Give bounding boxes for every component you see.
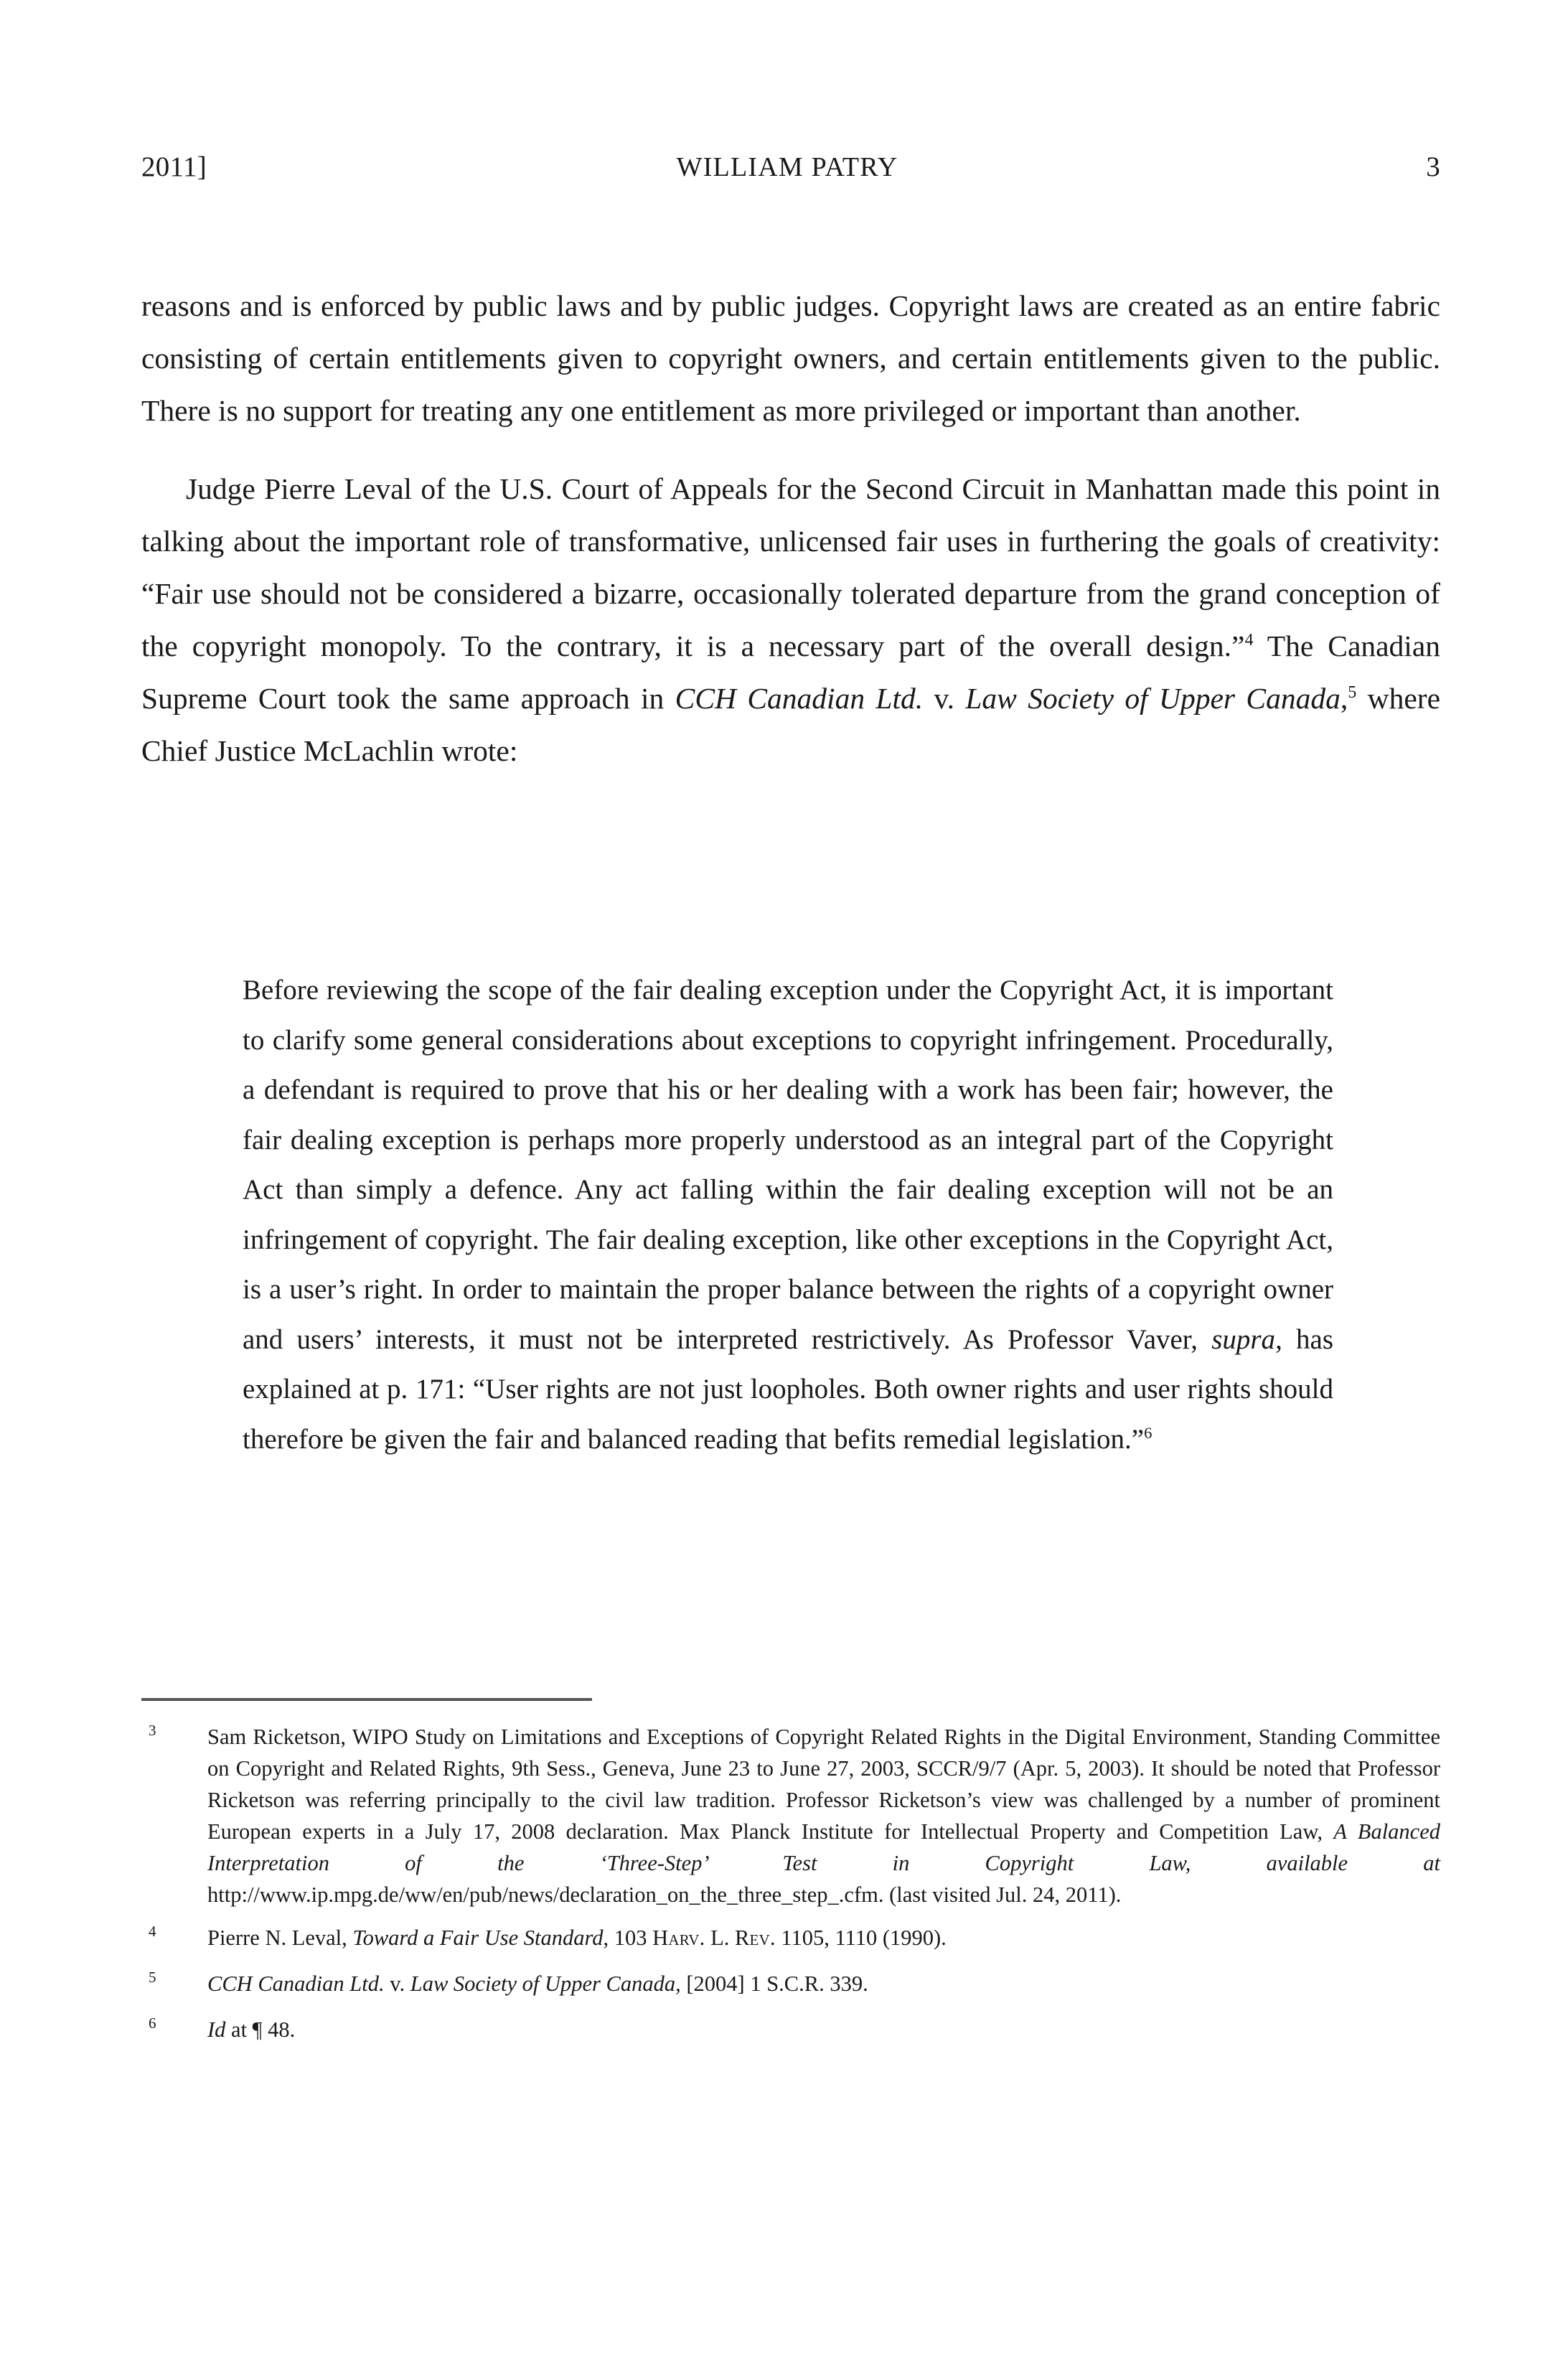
case-name-cch: CCH Canadian Ltd. (675, 682, 924, 715)
paragraph-1 (141, 280, 1440, 437)
footnote-ref-6[interactable]: 6 (1144, 1423, 1152, 1442)
footnote-6-pin-cite: at ¶ 48. (225, 2017, 296, 2042)
footnote-4-pages: 1105, 1110 (1990). (775, 1926, 947, 1950)
footnote-4-journal-l: L. (705, 1926, 735, 1950)
paragraph-2 (141, 463, 1440, 777)
footnote-5-citation: [2004] 1 S.C.R. 339. (680, 1971, 868, 1996)
paragraph-1-text: reasons and is enforced by public laws and by public judges. Copyright laws are created as an entire fabric consisting of certain entitlements given to copyright owners, and certain entitlements given to the public. There is no support for treating any one entitlement as more privileged or important than another. (141, 289, 1440, 427)
footnote-3-italic-available-at: available at (1191, 1851, 1440, 1875)
footnote-6 (141, 2014, 1440, 2045)
footnote-4-journal-rev: Rev. (734, 1926, 776, 1950)
footnote-ref-5[interactable]: 5 (1348, 683, 1357, 703)
case-separator-v: v. (923, 682, 966, 715)
supra-italic: supra (1211, 1323, 1276, 1355)
running-header (141, 151, 1440, 183)
paragraph-2-text-part-3: where Chief Justice McLachlin wrote: (141, 682, 1440, 767)
blockquote-paragraph (243, 965, 1333, 1464)
page-number: 3 (1426, 151, 1440, 182)
case-comma: , (1340, 682, 1348, 715)
paragraph-2-text-part-1: Judge Pierre Leval of the U.S. Court of Appeals for the Second Circuit in Manhattan made this point in talking about the important role of transformative, unlicensed fair uses in furthering the goals of creativity: “Fair use should not be considered a bizarre, occasionally tolerated departure from the grand conception of the copyright monopoly. To the contrary, it is a necessary part of the overall design.” (141, 472, 1440, 662)
footnote-6-id: Id (207, 2017, 226, 2042)
footnote-4-number: 4 (149, 1923, 156, 1940)
header-year: 2011] (141, 151, 207, 182)
footnote-4 (141, 1922, 1440, 1954)
footnote-5-v: v. (384, 1971, 410, 1996)
footnote-5-case-law-society: Law Society of Upper Canada, (410, 1971, 681, 1996)
blockquote-text-part-2: , has explained at p. 171: “User rights are not just loopholes. Both owner rights and user rights should therefore be given the fair and balanced reading that befits remedial legislation.” (243, 1323, 1334, 1455)
footnote-3-number: 3 (149, 1722, 156, 1739)
footnotes-section (141, 1721, 1440, 2060)
paragraph-2-text-part-2: The Canadian Supreme Court took the same approach in (141, 629, 1440, 715)
footnote-5-number: 5 (149, 1969, 156, 1986)
header-title: WILLIAM PATRY (676, 152, 898, 182)
footnote-ref-4[interactable]: 4 (1244, 631, 1254, 650)
footnote-3-text-part-1: Sam Ricketson, WIPO Study on Limitations and Exceptions of Copyright Related Rights in the Digital Environment, Standing Committee on Copyright and Related Rights, 9th Sess., Geneva, June 23 to June 27, 2003, SCCR/9/7 (Apr. 5, 2003). It should be noted that Professor Ricketson was referring principally to the civil law tradition. Professor Ricketson’s view was challenged by a number of prominent European experts in a July 17, 2008 declaration. Max Planck Institute for Intellectual Property and Competition Law, (207, 1725, 1440, 1844)
footnote-3 (141, 1721, 1440, 1910)
case-name-law-society: Law Society of Upper Canada (965, 682, 1341, 715)
footnote-4-author: Pierre N. Leval, (207, 1926, 353, 1950)
footnote-5-case-cch: CCH Canadian Ltd. (207, 1971, 385, 1996)
footnote-separator-rule (141, 1698, 592, 1701)
footnote-6-number: 6 (149, 2015, 156, 2032)
footnote-3-url: http://www.ip.mpg.de/ww/en/pub/news/declaration_on_the_three_step_.cfm. (last visited Jul. 24, 2011). (207, 1882, 1122, 1907)
blockquote-text-part-1: Before reviewing the scope of the fair dealing exception under the Copyright Act, it is important to clarify some general considerations about exceptions to copyright infringement. Procedurally, a defendant is required to prove that his or her dealing with a work has been fair; however, the fair dealing exception is perhaps more properly understood as an integral part of the Copyright Act than simply a defence. Any act falling within the fair dealing exception will not be an infringement of copyright. The fair dealing exception, like other exceptions in the Copyright Act, is a user’s right. In order to maintain the proper balance between the rights of a copyright owner and users’ interests, it must not be interpreted restrictively. As Professor Vaver, (243, 975, 1333, 1355)
block-quotation (243, 965, 1333, 1464)
footnote-4-journal-harv: Harv. (652, 1926, 705, 1950)
body-text (141, 280, 1440, 777)
footnote-4-volume: , 103 (603, 1926, 653, 1950)
footnote-3-italic-title: A Balanced Interpretation of the ‘Three-Step’ Test in Copyright Law, (207, 1819, 1440, 1875)
footnote-4-article-title: Toward a Fair Use Standard (352, 1926, 604, 1950)
footnote-5 (141, 1968, 1440, 1999)
